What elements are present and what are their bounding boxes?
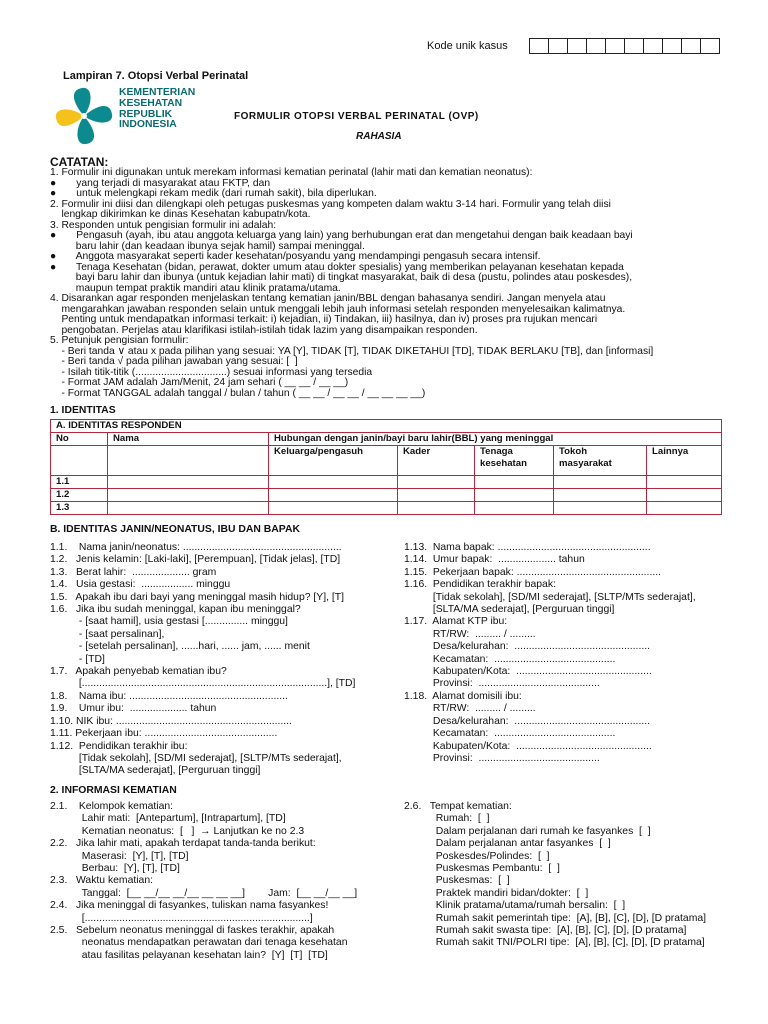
form-field-line: Desa/kelurahan: ............................................... — [404, 641, 650, 653]
form-field-line: 1.14. Umur bapak: .................... tahun — [404, 554, 585, 566]
note-line: baru lahir (dan keadaan ibunya sejak hamil) sampai meninggal. — [50, 240, 365, 252]
form-field-line: [Tidak sekolah], [SD/MI sederajat], [SLTP/MTs sederajat], — [50, 752, 342, 764]
form-field-line: 1.6. Jika ibu sudah meninggal, kapan ibu meninggal? — [50, 604, 301, 616]
form-field-line: 1.8. Nama ibu: ....................................................... — [50, 690, 288, 702]
form-field-line: Tanggal: [__ __/__ __/__ __ __ __] Jam: [__ __/__ __] — [50, 887, 358, 899]
appendix-label: Lampiran 7. Otopsi Verbal Perinatal — [63, 70, 249, 82]
form-field-line: 1.15. Pekerjaan bapak: .................................................. — [404, 566, 661, 578]
form-field-line: Rumah sakit TNI/POLRI tipe: [A], [B], [C], [D], [D pratama] — [404, 937, 705, 949]
form-field-line: Kecamatan: .......................................... — [404, 728, 616, 740]
form-field-line: 1.11. Pekerjaan ibu: .............................................. — [50, 728, 278, 740]
form-field-line: 1.9. Umur ibu: .................... tahun — [50, 703, 217, 715]
col-health-worker: Tenaga kesehatan — [475, 446, 554, 476]
section-b-heading: B. IDENTITAS JANIN/NEONATUS, IBU DAN BAPAK — [50, 524, 300, 535]
col-cadre: Kader — [398, 446, 475, 476]
col-community-figure: Tokoh masyarakat — [554, 446, 647, 476]
form-field-line: Puskesmas: [ ] — [404, 875, 510, 887]
case-code-box[interactable] — [586, 38, 606, 54]
note-line: 5. Petunjuk pengisian formulir: — [50, 335, 189, 346]
note-line: Penting untuk mendapatkan informasi terkait: i) kejadian, ii) Tindakan, iii) hasilnya, dan iv) proses pra rujukan mencari — [50, 314, 598, 325]
form-field-line: [..............................................................................] — [50, 912, 313, 924]
form-field-line: Provinsi: .......................................... — [404, 678, 600, 690]
form-field-line: Kabupaten/Kota: ............................................... — [404, 740, 652, 752]
case-code-label: Kode unik kasus — [427, 40, 508, 52]
form-field-line: [Tidak sekolah], [SD/MI sederajat], [SLTP/MTs sederajat], — [404, 591, 696, 603]
row-number: 1.1 — [51, 476, 108, 489]
case-code-box[interactable] — [567, 38, 587, 54]
form-field-line: 1.17. Alamat KTP ibu: — [404, 616, 508, 628]
cell[interactable] — [398, 476, 475, 489]
note-line: - Format TANGGAL adalah tanggal / bulan / tahun ( __ __ / __ __ / __ __ __ __) — [50, 387, 426, 399]
table-row — [51, 489, 722, 502]
death-info-right-column — [404, 801, 706, 950]
col-name: Nama — [108, 433, 269, 446]
cell[interactable] — [269, 502, 398, 515]
note-line: - Format JAM adalah Jam/Menit, 24 jam sehari ( __ __ / __ __) — [50, 377, 349, 388]
note-line: 2. Formulir ini diisi dan dilengkapi oleh petugas puskesmas yang kompeten dalam waktu 3-14 hari. Formulir yang telah diisi — [50, 198, 611, 210]
section-1-heading: 1. IDENTITAS — [50, 405, 116, 416]
form-field-line: Maserasi: [Y], [T], [TD] — [50, 850, 189, 862]
form-field-line: 1.12. Pendidikan terakhir ibu: — [50, 740, 188, 752]
form-field-line: Kematian neonatus: [ ] → Lanjutkan ke no 2.3 — [50, 825, 305, 837]
form-field-line: [SLTA/MA sederajat], [Perguruan tinggi] — [50, 765, 261, 777]
form-field-line: 1.2. Jenis kelamin: [Laki-laki], [Perempuan], [Tidak jelas], [TD] — [50, 554, 341, 566]
form-field-line: Praktek mandiri bidan/dokter: [ ] — [404, 887, 589, 899]
form-field-line: 2.4. Jika meninggal di fasyankes, tuliskan nama fasyankes! — [50, 900, 329, 912]
note-line: 3. Responden untuk pengisian formulir ini adalah: — [50, 219, 277, 231]
cell[interactable] — [647, 489, 722, 502]
subheader-empty — [108, 446, 269, 476]
form-field-line: 1.3. Berat lahir: .................... gram — [50, 566, 217, 578]
col-other: Lainnya — [647, 446, 722, 476]
form-field-line: 1.10. NIK ibu: ............................................................. — [50, 715, 292, 727]
cell[interactable] — [475, 476, 554, 489]
form-field-line: 1.16. Pendidikan terakhir bapak: — [404, 579, 556, 591]
notes-block — [50, 168, 653, 399]
note-line: ● Pengasuh (ayah, ibu atau anggota keluarga yang lain) yang berhubungan erat dan mengetahui dengan baik keadaan bayi — [50, 230, 633, 241]
section-2-heading: 2. INFORMASI KEMATIAN — [50, 785, 177, 796]
case-code-box[interactable] — [624, 38, 644, 54]
cell[interactable] — [554, 489, 647, 502]
name-cell[interactable] — [108, 489, 269, 502]
form-field-line: 2.6. Tempat kematian: — [404, 801, 512, 812]
case-code-box[interactable] — [662, 38, 682, 54]
note-line: bayi baru lahir dan ibunya (untuk kejadian lahir mati) di tingkat masyarakat, baik di desa (pustu, polindes atau poskesdes), — [50, 272, 633, 283]
form-field-line: 1.4. Usia gestasi: .................. minggu — [50, 579, 231, 591]
cell[interactable] — [475, 489, 554, 502]
form-field-line: Klinik pratama/utama/rumah bersalin: [ ] — [404, 900, 626, 912]
subheader-empty — [51, 446, 108, 476]
identity-right-column — [404, 542, 696, 765]
form-field-line: Puskesmas Pembantu: [ ] — [404, 863, 560, 875]
form-field-line: Kabupaten/Kota: ............................................... — [404, 666, 652, 678]
note-line: 1. Formulir ini digunakan untuk merekam informasi kematian perinatal (lahir mati dan kematian neonatus): — [50, 167, 533, 178]
form-field-line: Rumah sakit swasta tipe: [A], [B], [C], [D], [D pratama] — [404, 925, 687, 937]
form-field-line: 1.1. Nama janin/neonatus: ....................................................... — [50, 542, 342, 553]
form-field-line: Berbau: [Y], [T], [TD] — [50, 863, 180, 875]
form-field-line: RT/RW: ......... / ......... — [404, 628, 536, 640]
form-field-line: [.....................................................................................], [TD] — [50, 678, 356, 690]
cell[interactable] — [554, 502, 647, 515]
note-line: pengobatan. Perjelas atau klarifikasi istilah-istilah tidak lazim yang disampaikan responden. — [50, 324, 478, 336]
case-code-box[interactable] — [643, 38, 663, 54]
form-field-line: Dalam perjalanan antar fasyankes [ ] — [404, 838, 611, 850]
form-field-line: Rumah sakit pemerintah tipe: [A], [B], [C], [D], [D pratama] — [404, 912, 707, 924]
col-relation: Hubungan dengan janin/bayi baru lahir(BBL) yang meninggal — [269, 433, 722, 446]
form-field-line: 1.5. Apakah ibu dari bayi yang meninggal masih hidup? [Y], [T] — [50, 591, 345, 603]
note-line: - Beri tanda ∨ atau x pada pilihan yang sesuai: YA [Y], TIDAK [T], TIDAK DIKETAHUI [TD], TIDAK BERLAKU [TB], dan [informasi] — [50, 345, 654, 357]
cell[interactable] — [269, 476, 398, 489]
notes-heading: CATATAN: — [50, 155, 109, 169]
form-field-line: Rumah: [ ] — [404, 813, 490, 825]
note-line: 4. Disarankan agar responden menjelaskan tentang kematian janin/BBL dengan bahasanya sendiri. Jangan menyela atau — [50, 293, 606, 304]
case-code-box[interactable] — [700, 38, 720, 54]
name-cell[interactable] — [108, 476, 269, 489]
col-family: Keluarga/pengasuh — [269, 446, 398, 476]
form-field-line: Dalam perjalanan dari rumah ke fasyankes [ ] — [404, 825, 651, 837]
form-field-line: Poskesdes/Polindes: [ ] — [404, 850, 550, 862]
row-number: 1.2 — [51, 489, 108, 502]
cell[interactable] — [398, 502, 475, 515]
form-field-line: RT/RW: ......... / ......... — [404, 703, 536, 715]
case-code-box[interactable] — [529, 38, 549, 54]
form-field-line: neonatus mendapatkan perawatan dari tenaga kesehatan — [50, 937, 348, 949]
note-line: ● Tenaga Kesehatan (bidan, perawat, dokter umum atau dokter spesialis) yang memberikan pelayanan kesehatan kepada — [50, 261, 624, 273]
note-line: maupun tempat praktik mandiri atau klinik pratama/utama. — [50, 282, 341, 294]
form-field-line: 1.13. Nama bapak: ..................................................... — [404, 542, 651, 553]
form-field-line: - [TD] — [50, 653, 105, 665]
case-code-boxes[interactable] — [529, 38, 720, 54]
cell[interactable] — [647, 476, 722, 489]
respondent-table — [50, 419, 722, 515]
note-line: ● Anggota masyarakat seperti kader kesehatan/posyandu yang mendampingi pengasuh secara intensif. — [50, 251, 541, 262]
note-line: ● yang terjadi di masyarakat atau FKTP, dan — [50, 177, 271, 189]
table-row — [51, 476, 722, 489]
table-title: A. IDENTITAS RESPONDEN — [51, 420, 722, 433]
form-field-line: 2.1. Kelompok kematian: — [50, 801, 174, 812]
note-line: - Isilah titik-titik (................................) sesuai informasi yang tersedia — [50, 366, 373, 378]
form-field-line: 1.7. Apakah penyebab kematian ibu? — [50, 666, 227, 678]
form-field-line: 2.5. Sebelum neonatus meninggal di faskes terakhir, apakah — [50, 925, 335, 937]
form-field-line: - [setelah persalinan], ......hari, ...... jam, ...... menit — [50, 641, 310, 653]
cell[interactable] — [647, 502, 722, 515]
form-field-line: 2.3. Waktu kematian: — [50, 875, 153, 887]
row-number: 1.3 — [51, 502, 108, 515]
col-no: No — [51, 433, 108, 446]
form-field-line: - [saat persalinan], — [50, 628, 165, 640]
form-field-line: [SLTA/MA sederajat], [Perguruan tinggi] — [404, 604, 615, 616]
cell[interactable] — [475, 502, 554, 515]
note-line: - Beri tanda √ pada pilihan jawaban yang sesuai: [ ] — [50, 356, 298, 367]
ministry-line: INDONESIA — [119, 119, 177, 131]
form-field-line: Desa/kelurahan: ............................................... — [404, 715, 650, 727]
form-field-line: 2.2. Jika lahir mati, apakah terdapat tanda-tanda berikut: — [50, 838, 316, 850]
identity-left-column — [50, 542, 355, 778]
form-field-line: 1.18. Alamat domisili ibu: — [404, 690, 522, 702]
form-field-line: Provinsi: .......................................... — [404, 752, 600, 764]
ministry-line: REPUBLIK — [119, 108, 173, 120]
case-code-box[interactable] — [548, 38, 568, 54]
form-field-line: atau fasilitas pelayanan kesehatan lain? [Y] [T] [TD] — [50, 949, 328, 961]
note-line: ● untuk melengkapi rekam medik (dari rumah sakit), bila diperlukan. — [50, 188, 377, 199]
name-cell[interactable] — [108, 502, 269, 515]
note-line: mengarahkan jawaban responden selain untuk menggali lebih jauh informasi setelah responden menyelesaikan kalimatnya. — [50, 303, 626, 315]
ministry-logo-icon — [52, 84, 116, 148]
form-title: FORMULIR OTOPSI VERBAL PERINATAL (OVP) — [234, 111, 479, 122]
ministry-name — [119, 88, 195, 131]
confidential-label: RAHASIA — [356, 131, 402, 142]
cell[interactable] — [269, 489, 398, 502]
form-field-line: - [saat hamil], usia gestasi [............... minggu] — [50, 616, 288, 628]
note-line: lengkap dikirimkan ke dinas Kesehatan kabupatn/kota. — [50, 209, 311, 220]
ministry-line: KEMENTERIAN — [119, 87, 196, 98]
case-code-box[interactable] — [605, 38, 625, 54]
cell[interactable] — [398, 489, 475, 502]
case-code-box[interactable] — [681, 38, 701, 54]
ministry-line: KESEHATAN — [119, 97, 183, 109]
form-field-line: Kecamatan: .......................................... — [404, 653, 616, 665]
death-info-left-column — [50, 801, 357, 962]
form-field-line: Lahir mati: [Antepartum], [Intrapartum], [TD] — [50, 813, 286, 825]
table-row — [51, 502, 722, 515]
cell[interactable] — [554, 476, 647, 489]
